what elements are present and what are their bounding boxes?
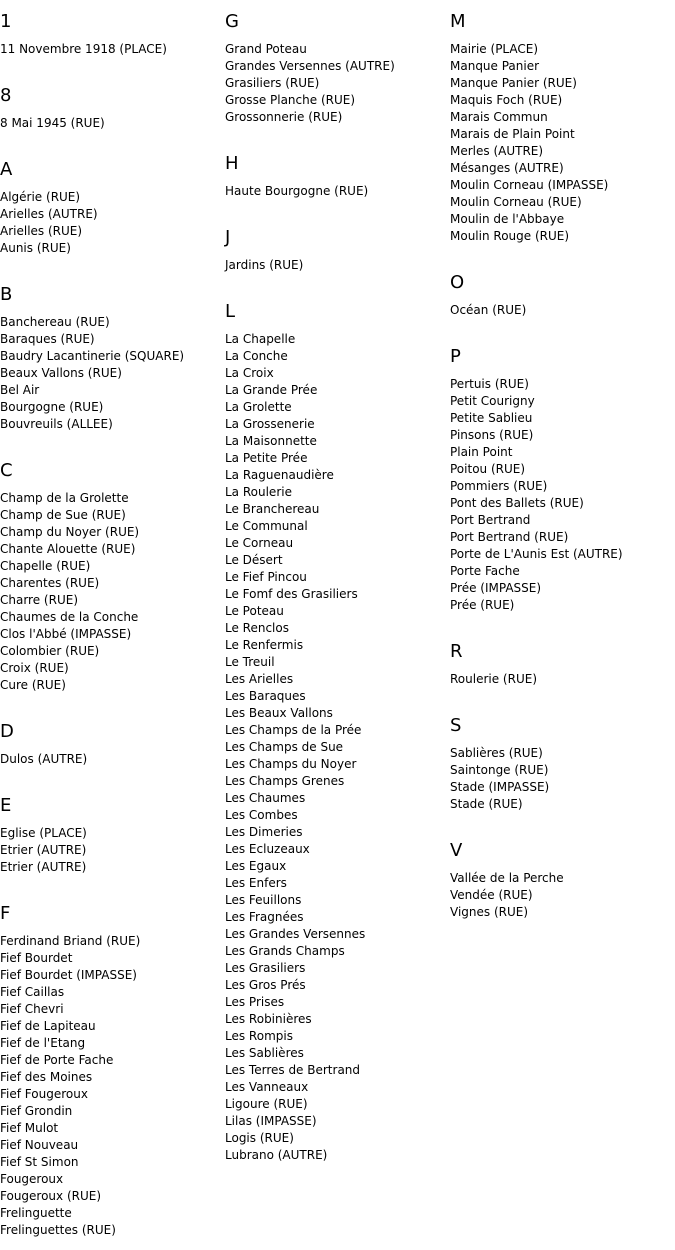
street-link[interactable]: Jardins (RUE) [225,258,304,272]
street-link[interactable]: Prée (RUE) [450,598,515,612]
street-link[interactable]: Grand Poteau [225,42,307,56]
street-link[interactable]: Marais Commun [450,110,548,124]
street-link[interactable]: La Maisonnette [225,434,317,448]
street-link[interactable]: Manque Panier (RUE) [450,76,577,90]
letter-heading: O [450,272,465,293]
street-link[interactable]: Etrier (AUTRE) [0,860,87,874]
street-link[interactable]: La Grande Prée [225,383,318,397]
street-link[interactable]: Haute Bourgogne (RUE) [225,184,369,198]
street-link[interactable]: Moulin Corneau (RUE) [450,195,582,209]
street-link[interactable]: Petit Courigny [450,394,535,408]
street-link[interactable]: Champ de Sue (RUE) [0,508,126,522]
letter-heading: B [0,284,13,305]
street-link[interactable]: Eglise (PLACE) [0,826,87,840]
street-link[interactable]: Les Beaux Vallons [225,706,333,720]
street-link[interactable]: Vallée de la Perche [450,871,564,885]
street-link[interactable]: Les Enfers [225,876,287,890]
street-link[interactable]: Vendée (RUE) [450,888,533,902]
street-link[interactable]: Le Renclos [225,621,289,635]
street-link[interactable]: Prée (IMPASSE) [450,581,542,595]
letter-group [0,11,222,74]
letter-group [450,715,672,829]
street-link[interactable]: Manque Panier [450,59,540,73]
street-link[interactable]: Les Chaumes [225,791,306,805]
letter-heading: G [225,11,239,32]
street-link[interactable]: Fief Grondin [0,1104,73,1118]
street-link[interactable]: Les Vanneaux [225,1080,309,1094]
group-spacer [0,132,222,148]
street-link[interactable]: La Petite Prée [225,451,308,465]
street-link[interactable]: Banchereau (RUE) [0,315,110,329]
street-index-column-2 [225,0,447,1164]
letter-group [225,153,447,216]
street-link[interactable]: Chapelle (RUE) [0,559,91,573]
street-link[interactable]: Les Egaux [225,859,287,873]
group-spacer [450,319,672,335]
street-link[interactable]: Charre (RUE) [0,593,78,607]
street-link[interactable]: Le Poteau [225,604,284,618]
letter-heading: E [0,795,12,816]
letter-heading: H [225,153,239,174]
group-spacer [225,126,447,142]
street-link[interactable]: Porte de L'Aunis Est (AUTRE) [450,547,623,561]
street-link[interactable]: La Raguenaudière [225,468,334,482]
street-link[interactable]: Stade (IMPASSE) [450,780,550,794]
letter-group [0,903,222,1239]
letter-group [225,227,447,290]
street-link[interactable]: Vignes (RUE) [450,905,529,919]
street-link[interactable]: Porte Fache [450,564,520,578]
street-link[interactable]: Fief Caillas [0,985,65,999]
street-link[interactable]: Fief St Simon [0,1155,79,1169]
street-link[interactable]: Chante Alouette (RUE) [0,542,136,556]
street-link[interactable]: Grasiliers (RUE) [225,76,320,90]
street-link[interactable]: Les Prises [225,995,285,1009]
letter-group [0,721,222,784]
letter-heading: S [450,715,462,736]
street-link[interactable]: Moulin de l'Abbaye [450,212,565,226]
street-link[interactable]: Sablières (RUE) [450,746,543,760]
street-link[interactable]: Saintonge (RUE) [450,763,549,777]
street-link[interactable]: Le Branchereau [225,502,320,516]
letter-heading: P [450,346,461,367]
street-link[interactable]: Frelinguettes (RUE) [0,1223,116,1237]
street-link[interactable]: Beaux Vallons (RUE) [0,366,122,380]
group-spacer [0,257,222,273]
street-link[interactable]: Fief de l'Etang [0,1036,86,1050]
street-link[interactable]: Etrier (AUTRE) [0,843,87,857]
street-link[interactable]: Les Combes [225,808,298,822]
letter-group [450,272,672,335]
street-link[interactable]: 8 Mai 1945 (RUE) [0,116,105,130]
letter-heading: C [0,460,13,481]
street-link[interactable]: Pont des Ballets (RUE) [450,496,584,510]
street-link[interactable]: Merles (AUTRE) [450,144,544,158]
group-spacer [0,694,222,710]
street-link[interactable]: Les Champs de Sue [225,740,344,754]
letter-heading: F [0,903,11,924]
group-spacer [0,768,222,784]
street-link[interactable]: Les Arielles [225,672,294,686]
street-link[interactable]: Les Dimeries [225,825,303,839]
street-link[interactable]: Croix (RUE) [0,661,69,675]
street-link[interactable]: Petite Sablieu [450,411,533,425]
street-link[interactable]: Frelinguette [0,1206,72,1220]
street-link[interactable]: Clos l'Abbé (IMPASSE) [0,627,132,641]
group-spacer [0,876,222,892]
street-link[interactable]: Fief Bourdet [0,951,73,965]
letter-heading: L [225,301,236,322]
street-link[interactable]: Plain Point [450,445,513,459]
letter-heading: A [0,159,13,180]
street-link[interactable]: Grosse Planche (RUE) [225,93,356,107]
street-link[interactable]: La Croix [225,366,274,380]
street-link[interactable]: Les Fragnées [225,910,304,924]
street-link[interactable]: Fief Mulot [0,1121,59,1135]
letter-group [450,840,672,921]
street-link[interactable]: Fougeroux (RUE) [0,1189,102,1203]
street-link[interactable]: Le Communal [225,519,308,533]
street-link[interactable]: Champ du Noyer (RUE) [0,525,140,539]
street-link[interactable]: Fief Bourdet (IMPASSE) [0,968,137,982]
letter-group [450,346,672,630]
street-link[interactable]: Grossonnerie (RUE) [225,110,343,124]
street-link[interactable]: Les Baraques [225,689,306,703]
group-spacer [450,813,672,829]
street-link[interactable]: Arielles (AUTRE) [0,207,98,221]
street-link[interactable]: Mésanges (AUTRE) [450,161,564,175]
street-link[interactable]: Les Grasiliers [225,961,306,975]
street-link[interactable]: Moulin Corneau (IMPASSE) [450,178,609,192]
street-link[interactable]: Arielles (RUE) [0,224,83,238]
street-link[interactable]: Les Ecluzeaux [225,842,310,856]
letter-heading: J [225,227,231,248]
street-link[interactable]: Ferdinand Briand (RUE) [0,934,141,948]
group-spacer [225,274,447,290]
group-spacer [450,245,672,261]
street-link[interactable]: Baraques (RUE) [0,332,95,346]
street-link[interactable]: Colombier (RUE) [0,644,100,658]
letter-group [450,11,672,261]
group-spacer [450,688,672,704]
street-link[interactable]: Logis (RUE) [225,1131,294,1145]
street-link[interactable]: Marais de Plain Point [450,127,575,141]
street-link[interactable]: Dulos (AUTRE) [0,752,88,766]
letter-heading: 1 [0,11,12,32]
street-link[interactable]: Baudry Lacantinerie (SQUARE) [0,349,185,363]
street-link[interactable]: Les Grands Champs [225,944,345,958]
letter-heading: M [450,11,466,32]
street-link[interactable]: Le Désert [225,553,283,567]
street-link[interactable]: La Conche [225,349,288,363]
street-link[interactable]: Les Champs de la Prée [225,723,362,737]
letter-group [0,159,222,273]
letter-group [225,11,447,142]
street-link[interactable]: Lubrano (AUTRE) [225,1148,328,1162]
street-link[interactable]: Port Bertrand (RUE) [450,530,569,544]
street-link[interactable]: Les Champs Grenes [225,774,345,788]
street-link[interactable]: Maquis Foch (RUE) [450,93,563,107]
street-link[interactable]: Bouvreuils (ALLEE) [0,417,113,431]
street-link[interactable]: Fief de Lapiteau [0,1019,96,1033]
street-link[interactable]: Port Bertrand [450,513,531,527]
group-spacer [225,200,447,216]
street-link[interactable]: Fief des Moines [0,1070,93,1084]
street-link[interactable]: La Roulerie [225,485,292,499]
street-link[interactable]: Les Robinières [225,1012,312,1026]
street-link[interactable]: Champ de la Grolette [0,491,129,505]
street-index-column-3 [450,0,672,921]
street-link[interactable]: Les Rompis [225,1029,293,1043]
street-link[interactable]: Fief Chevri [0,1002,64,1016]
street-link[interactable]: Les Sablières [225,1046,304,1060]
letter-heading: 8 [0,85,12,106]
street-link[interactable]: Grandes Versennes (AUTRE) [225,59,395,73]
street-link[interactable]: Stade (RUE) [450,797,523,811]
street-link[interactable]: La Chapelle [225,332,296,346]
street-link[interactable]: 11 Novembre 1918 (PLACE) [0,42,167,56]
group-spacer [0,58,222,74]
letter-heading: V [450,840,463,861]
street-link[interactable]: Moulin Rouge (RUE) [450,229,570,243]
street-link[interactable]: Le Fomf des Grasiliers [225,587,358,601]
street-link[interactable]: Pinsons (RUE) [450,428,534,442]
letter-group [450,641,672,704]
group-spacer [0,433,222,449]
street-index-column-1 [0,0,222,1239]
street-link[interactable]: Fief Nouveau [0,1138,79,1152]
street-link[interactable]: Ligoure (RUE) [225,1097,308,1111]
street-link[interactable]: Océan (RUE) [450,303,527,317]
street-link[interactable]: Bourgogne (RUE) [0,400,104,414]
street-link[interactable]: Algérie (RUE) [0,190,81,204]
street-link[interactable]: Les Champs du Noyer [225,757,357,771]
street-link[interactable]: Les Terres de Bertrand [225,1063,361,1077]
street-link[interactable]: Pertuis (RUE) [450,377,529,391]
letter-group [0,795,222,892]
street-link[interactable]: La Grolette [225,400,292,414]
street-link[interactable]: Lilas (IMPASSE) [225,1114,317,1128]
street-link[interactable]: Bel Air [0,383,40,397]
street-link[interactable]: Le Corneau [225,536,294,550]
street-link[interactable]: Pommiers (RUE) [450,479,548,493]
street-link[interactable]: Fief de Porte Fache [0,1053,114,1067]
street-link[interactable]: Mairie (PLACE) [450,42,539,56]
letter-heading: R [450,641,463,662]
street-link[interactable]: Aunis (RUE) [0,241,71,255]
street-link[interactable]: Fief Fougeroux [0,1087,88,1101]
street-link[interactable]: Roulerie (RUE) [450,672,537,686]
street-link[interactable]: Charentes (RUE) [0,576,100,590]
street-link[interactable]: La Grossenerie [225,417,315,431]
street-link[interactable]: Le Renfermis [225,638,304,652]
street-link[interactable]: Le Fief Pincou [225,570,307,584]
street-link[interactable]: Le Treuil [225,655,275,669]
street-link[interactable]: Les Grandes Versennes [225,927,366,941]
street-link[interactable]: Les Gros Prés [225,978,306,992]
letter-heading: D [0,721,14,742]
group-spacer [450,614,672,630]
street-link[interactable]: Chaumes de la Conche [0,610,139,624]
letter-group [0,460,222,710]
letter-group [0,85,222,148]
street-link[interactable]: Les Feuillons [225,893,302,907]
letter-group [225,301,447,1164]
street-link[interactable]: Fougeroux [0,1172,64,1186]
street-link[interactable]: Cure (RUE) [0,678,66,692]
street-link[interactable]: Poitou (RUE) [450,462,526,476]
letter-group [0,284,222,449]
